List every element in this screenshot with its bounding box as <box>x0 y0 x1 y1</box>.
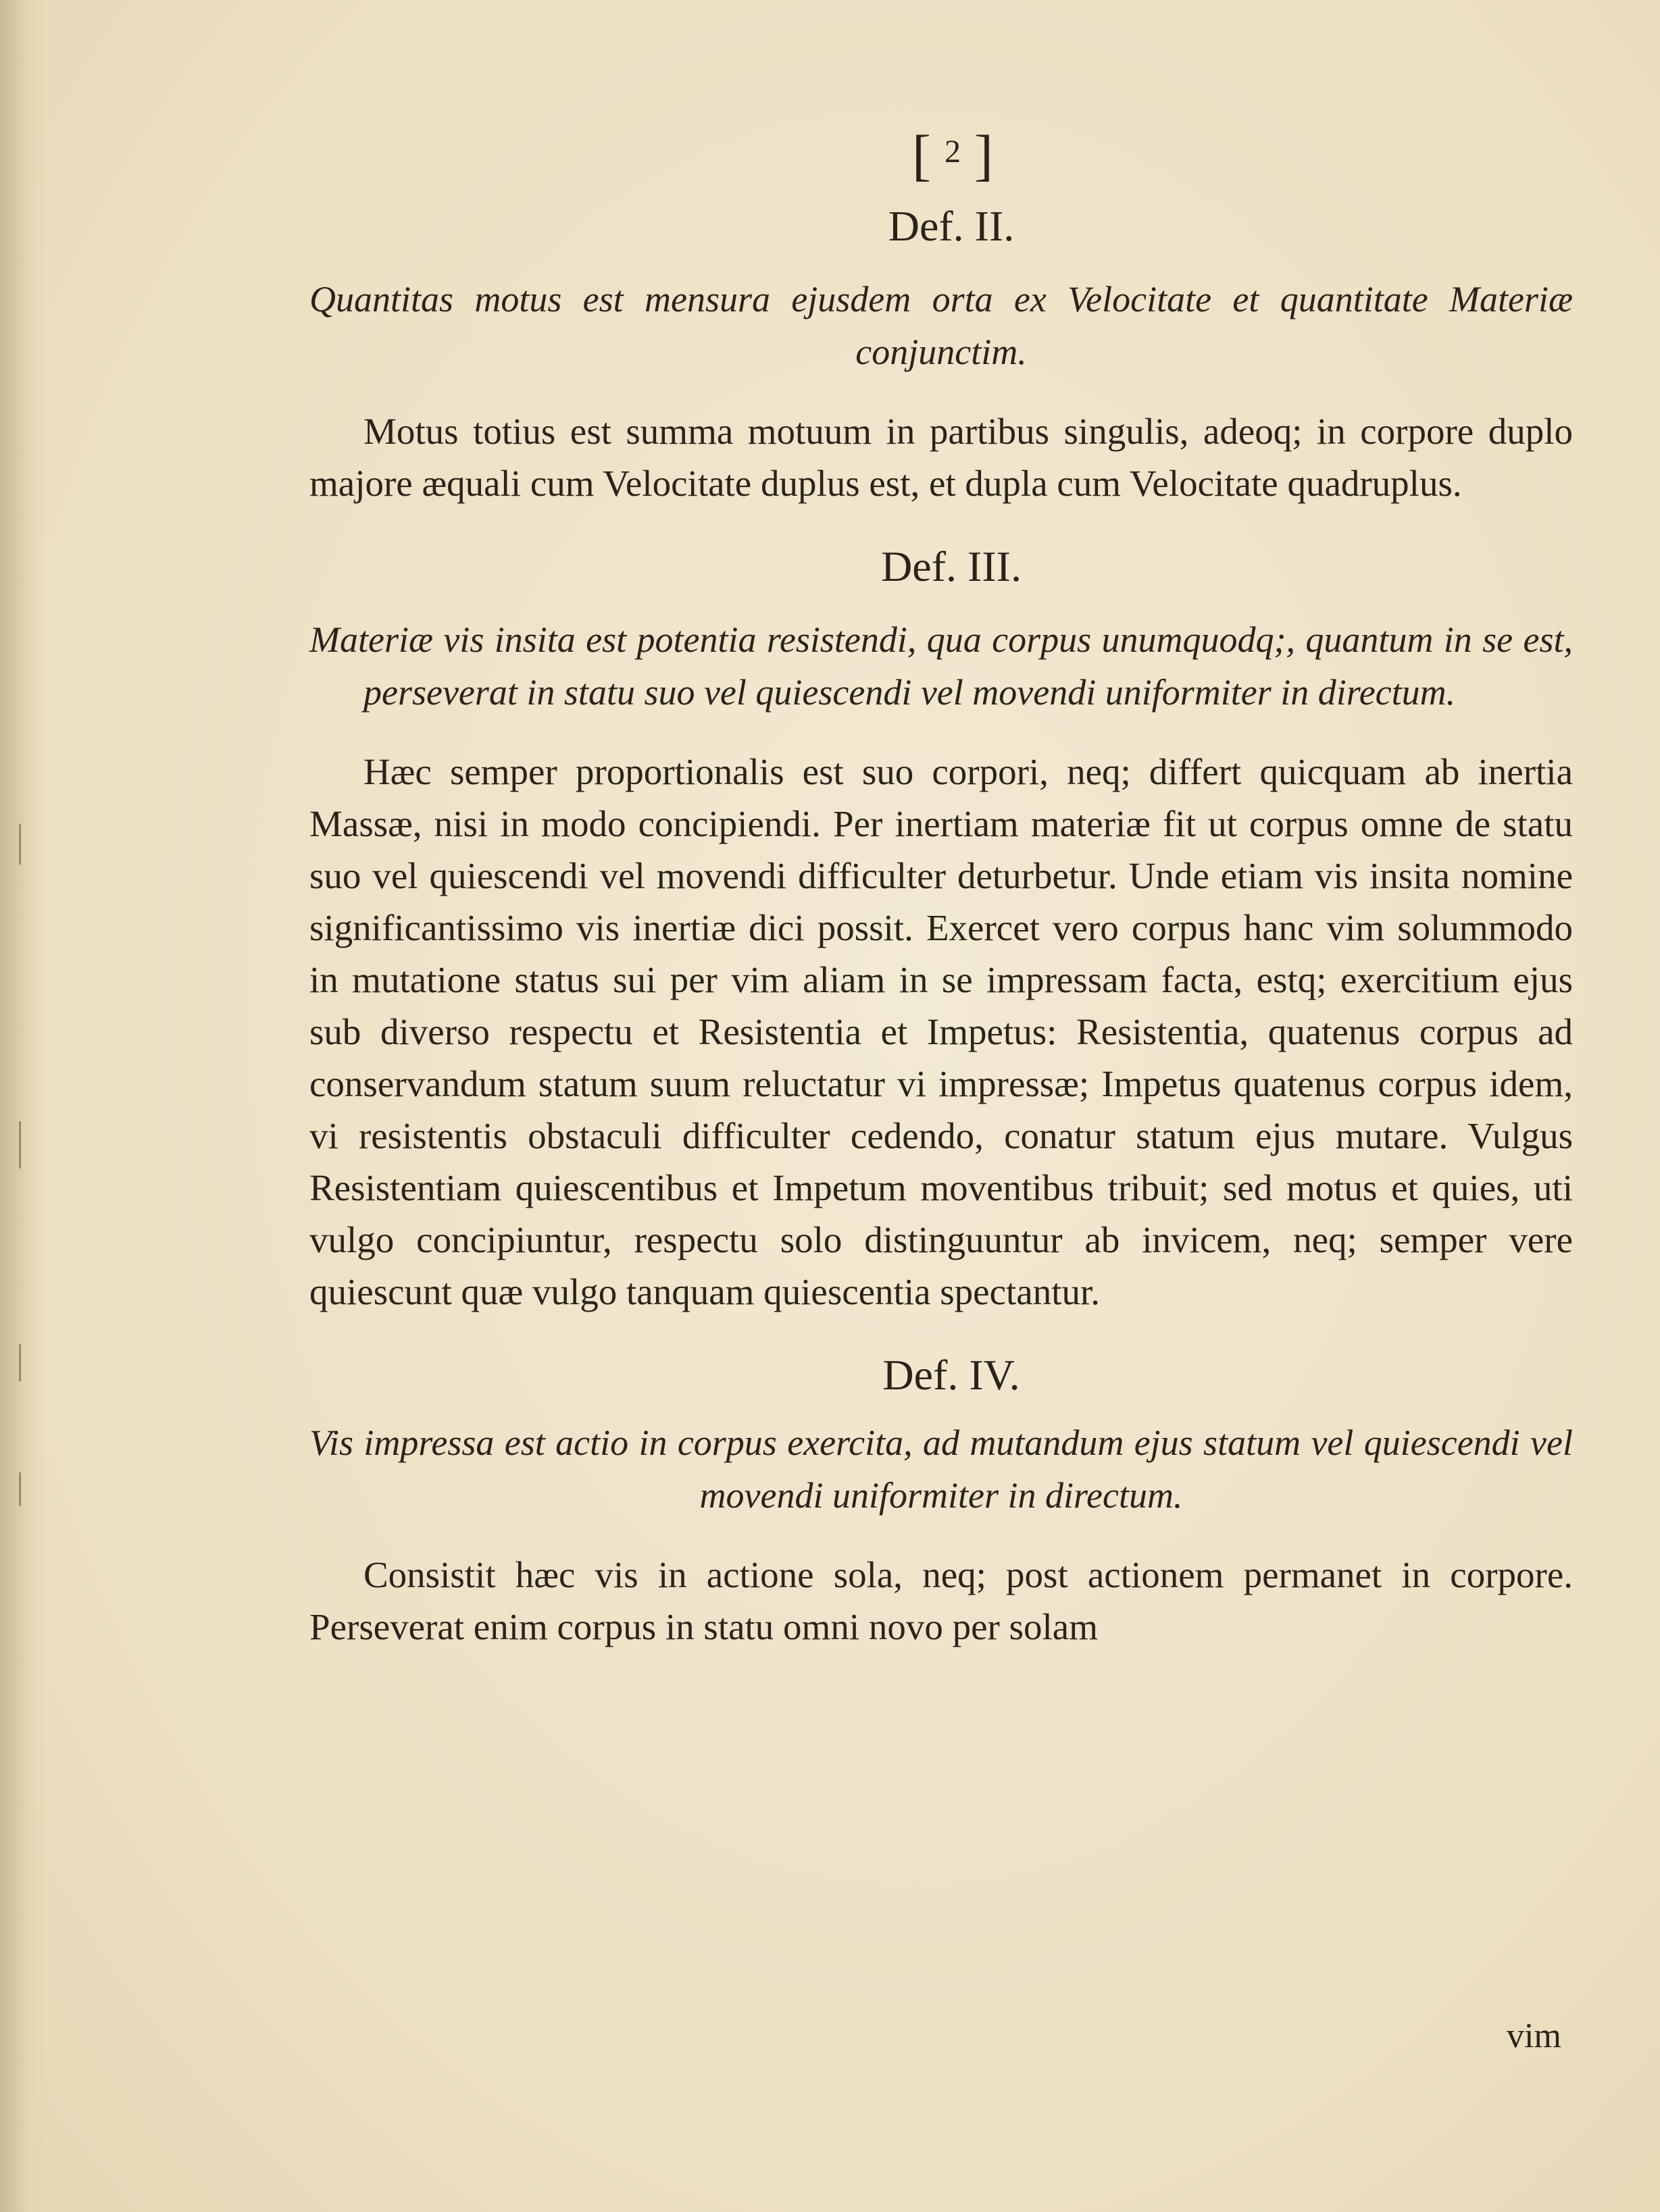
definition-section-2 <box>309 189 1573 509</box>
definition-heading: Def. IV. <box>882 1351 1020 1399</box>
gutter-mark <box>19 824 21 865</box>
gutter-mark <box>19 1472 21 1506</box>
page-number <box>336 115 1573 189</box>
definition-heading: Def. III. <box>881 542 1022 590</box>
text-block <box>309 115 1573 1673</box>
page-number-bracket-open: [ <box>912 124 935 187</box>
page-number-bracket-close: ] <box>974 124 997 187</box>
page-gutter <box>0 0 47 2212</box>
gutter-mark <box>19 1121 21 1168</box>
gutter-mark <box>19 1344 21 1381</box>
definition-section-4 <box>309 1338 1573 1653</box>
definition-statement: Vis impressa est actio in corpus exercita, ad mutandum ejus statum vel quiescendi vel movendi uniformiter in directum. <box>309 1422 1573 1516</box>
page-number-value: 2 <box>945 134 965 170</box>
catchword: vim <box>1507 2017 1561 2055</box>
definition-section-3 <box>309 530 1573 1318</box>
explanation-paragraph: Motus totius est summa motuum in partibus singulis, adeoq; in corpore duplo majore æquali cum Velocitate duplus est, et dupla cum Velocitate quadruplus. <box>309 411 1573 504</box>
explanation-paragraph: Consistit hæc vis in actione sola, neq; post actionem permanet in corpore. Perseverat enim corpus in statu omni novo per solam <box>309 1554 1573 1647</box>
definition-statement: Materiæ vis insita est potentia resistendi, qua corpus unumquodq;, quantum in se est, perseverat in statu suo vel quiescendi vel movendi uniformiter in directum. <box>309 619 1573 713</box>
explanation-paragraph: Hæc semper proportionalis est suo corpori, neq; differt quicquam ab inertia Massæ, nisi in modo concipiendi. Per inertiam materiæ fit ut corpus omne de statu suo vel quiescendi vel movendi difficulter deturbetur. Unde etiam vis insita nomine significantissimo vis inertiæ dici possit. Exercet vero corpus hanc vim solummodo in mutatione status sui per vim aliam in se impressam facta, estq; exercitium ejus sub diverso respectu et Resistentia et Impetus: Resistentia, quatenus corpus ad conservandum statum suum reluctatur vi impressæ; Impetus quatenus corpus idem, vi resistentis obstaculi difficulter cedendo, conatur statum ejus mutare. Vulgus Resistentiam quiescentibus et Impetum moventibus tribuit; sed motus et quies, uti vulgo concipiuntur, respectu solo distinguuntur ab invicem, neq; semper vere quiescunt quæ vulgo tanquam quiescentia spectantur. <box>309 751 1573 1312</box>
definition-statement: Quantitas motus est mensura ejusdem orta ex Velocitate et quantitate Materiæ conjunctim. <box>309 279 1573 372</box>
definition-heading: Def. II. <box>888 202 1015 250</box>
